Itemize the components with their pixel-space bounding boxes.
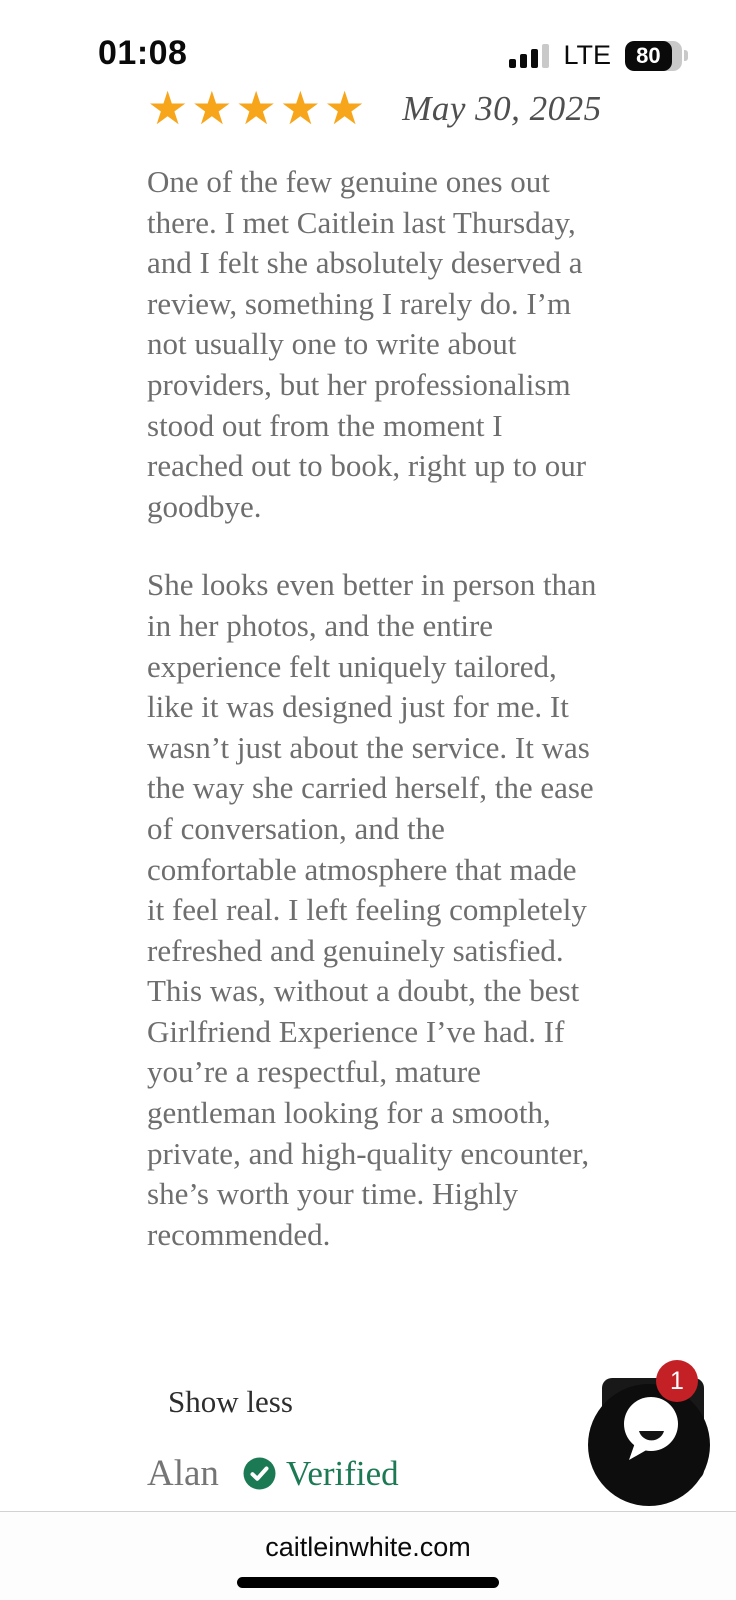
cellular-signal-icon bbox=[509, 44, 549, 68]
battery-cap bbox=[684, 50, 688, 61]
network-type-label: LTE bbox=[563, 40, 611, 70]
reviewer-name: Alan bbox=[147, 1453, 219, 1494]
reviewer-row bbox=[147, 1452, 399, 1495]
home-indicator[interactable] bbox=[237, 1577, 499, 1588]
review-date: May 30, 2025 bbox=[402, 89, 602, 128]
status-bar bbox=[0, 0, 736, 90]
signal-bar bbox=[542, 44, 549, 68]
review-paragraph: She looks even better in person than in her photos, and the entire experience felt uniquely tailored, like it was designed just for me. It wasn’t just about the service. It was the way she carried herself, the ease of conversation, and the comfortable atmosphere that made it feel real. I left feeling completely refreshed and genuinely satisfied. This was, without a doubt, the best Girlfriend Experience I’ve had. If you’re a respectful, mature gentleman looking for a smooth, private, and high-quality encounter, she’s worth your time. Highly recommended. bbox=[147, 567, 597, 1252]
battery-icon bbox=[625, 41, 688, 71]
review-text bbox=[147, 162, 599, 1255]
show-less-button[interactable]: Show less bbox=[168, 1384, 293, 1419]
battery-fill bbox=[625, 41, 672, 71]
browser-bottom-bar bbox=[0, 1511, 736, 1600]
battery-body bbox=[625, 41, 682, 71]
unread-count-badge bbox=[656, 1360, 698, 1402]
review-paragraph: One of the few genuine ones out there. I met Caitlein last Thursday, and I felt she absolutely deserved a review, something I rarely do. I’m not usually one to write about providers, but her professionalism stood out from the moment I reached out to book, right up to our goodbye. bbox=[147, 164, 587, 524]
signal-bar bbox=[531, 49, 538, 68]
verified-badge bbox=[243, 1454, 399, 1494]
signal-bar bbox=[520, 54, 527, 68]
unread-count: 1 bbox=[670, 1366, 684, 1395]
chat-widget-button[interactable] bbox=[602, 1366, 704, 1480]
signal-bar bbox=[509, 59, 516, 68]
battery-percent: 80 bbox=[636, 42, 661, 68]
review-header bbox=[147, 83, 602, 134]
verified-label: Verified bbox=[285, 1453, 399, 1493]
address-bar[interactable]: caitleinwhite.com bbox=[265, 1532, 471, 1562]
verified-check-icon bbox=[243, 1457, 276, 1490]
status-indicators bbox=[509, 40, 688, 71]
star-rating-icon: ★★★★★ bbox=[147, 83, 369, 134]
status-time: 01:08 bbox=[98, 34, 188, 72]
